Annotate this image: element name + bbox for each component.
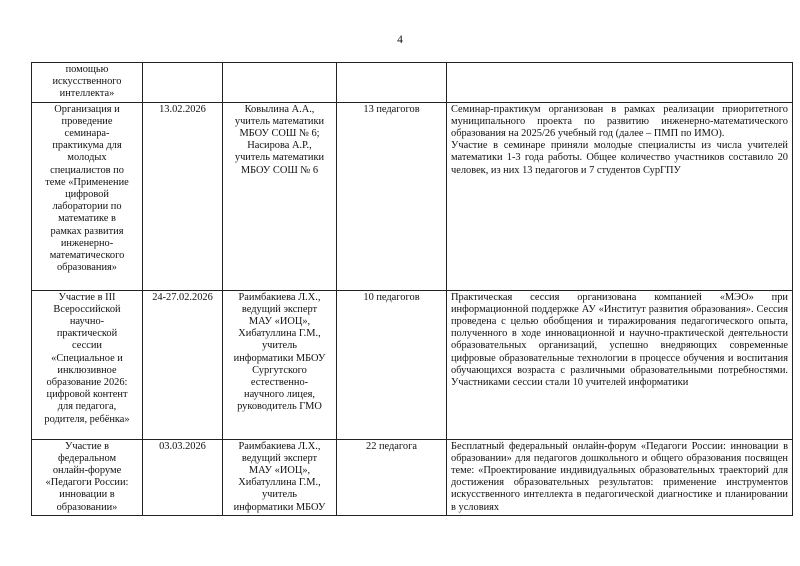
event-name-cell — [32, 102, 143, 290]
organizer-line: Насирова А.Р., — [247, 140, 312, 152]
event-name-line: сессии — [72, 340, 102, 352]
participants-cell — [337, 439, 447, 515]
organizer-line: Хибатуллина Г.М., — [238, 328, 321, 340]
organizer-line: МАУ «ИОЦ», — [248, 316, 311, 328]
organizer-line: Сургутского — [252, 364, 307, 376]
organizer-line: руководитель ГМО — [237, 401, 322, 413]
event-name-line: Организация и — [54, 103, 120, 115]
event-name-line: образовании» — [56, 501, 118, 513]
event-name-line: родителя, ребёнка» — [44, 413, 130, 425]
description-cell — [447, 439, 793, 515]
event-name-line: инженерно- — [60, 237, 114, 249]
description-paragraph: Семинар-практикум организован в рамках реализации приоритетного муниципального проекта по развитию инженерно-математического образования на 2025/26 учебный год (далее – ПМП по ИМО). — [451, 103, 788, 140]
table-row — [32, 102, 793, 290]
event-name-line: помощью — [65, 64, 109, 75]
event-name-line: интеллекта» — [59, 88, 115, 100]
event-name-line: математического — [49, 250, 125, 262]
description-cell — [447, 290, 793, 439]
organizer-line: учитель — [261, 489, 298, 501]
event-name-line: молодых — [67, 152, 107, 164]
participants-cell — [337, 102, 447, 290]
organizer-line: Хибатуллина Г.М., — [238, 477, 321, 489]
event-date: 13.02.2026 — [159, 103, 206, 115]
event-date-cell — [143, 290, 223, 439]
event-name-line: Участие в III — [58, 291, 116, 303]
participants-count: 10 педагогов — [363, 291, 420, 303]
event-name-line: цифровой контент — [46, 389, 128, 401]
organizers-cell — [223, 290, 337, 439]
description-paragraph: Практическая сессия организована компанией «МЭО» при информационной поддержке АУ «Институт развития образования». Сессия проведена с целью обобщения и тиражирования педагогического опыта, полученного в ходе инновационной и научно-практической деятельности образовательных организаций, успешно внедряющих современные цифровые образовательные технологии в процессе обучения и воспитания обучающихся возраста с различными образовательными потребностями. Участниками сессии стали 10 учителей информатики — [451, 291, 788, 389]
event-name-line: «Специальное и — [51, 352, 123, 364]
participants-cell — [337, 63, 447, 103]
event-name-line: Участие в — [64, 440, 110, 452]
event-date: 03.03.2026 — [159, 440, 206, 452]
organizer-line: ведущий эксперт — [241, 303, 318, 315]
event-name-line: для педагога, — [57, 401, 117, 413]
organizer-line: научного лицея, — [244, 389, 315, 401]
event-name-line: научно- — [69, 316, 105, 328]
event-name-line: семинара- — [64, 128, 110, 140]
organizer-line: Ковылина А.А., — [244, 103, 315, 115]
description-paragraph: Участие в семинаре приняли молодые специалисты из числа учителей математики 1-3 года работы. Общее количество участников составило 20 человек, из них 13 педагогов и 7 студентов СурГПУ — [451, 140, 788, 176]
event-date-cell — [143, 102, 223, 290]
participants-cell — [337, 290, 447, 439]
organizers-cell — [223, 439, 337, 515]
event-name-line: проведение — [61, 115, 113, 127]
organizer-line: Раимбакиева Л.Х., — [238, 291, 321, 303]
description-cell — [447, 63, 793, 103]
organizer-line: МБОУ СОШ № 6; — [239, 128, 320, 140]
organizers-cell — [223, 102, 337, 290]
participants-count: 13 педагогов — [363, 103, 420, 115]
event-name-cell — [32, 63, 143, 103]
organizer-line: ведущий эксперт — [241, 452, 318, 464]
events-table-body — [32, 63, 793, 516]
event-name-line: инновации в — [59, 489, 115, 501]
organizer-line: информатики МБОУ — [233, 352, 326, 364]
organizers-cell — [223, 63, 337, 103]
event-name-line: инклюзивное — [57, 364, 117, 376]
event-name-line: образование 2026: — [46, 377, 128, 389]
event-name-line: практической — [56, 328, 118, 340]
table-row — [32, 290, 793, 439]
event-name-line: искусственного — [52, 76, 122, 88]
event-name-line: образования» — [56, 262, 117, 274]
page-number: 4 — [397, 34, 403, 46]
organizer-line: Раимбакиева Л.Х., — [238, 440, 321, 452]
organizer-line: МБОУ СОШ № 6 — [240, 164, 319, 176]
event-name-line: практикума для — [52, 140, 122, 152]
organizer-line: учитель математики — [234, 152, 325, 164]
description-cell — [447, 102, 793, 290]
event-name-line: онлайн-форуме — [52, 465, 122, 477]
table-row — [32, 63, 793, 103]
organizer-line: учитель математики — [234, 115, 325, 127]
events-table — [31, 62, 793, 516]
event-date-cell — [143, 63, 223, 103]
description-paragraph: Бесплатный федеральный онлайн-форум «Педагоги России: инновации в образовании» для педагогов дошкольного и общего образования посвящен теме: «Проектирование индивидуальных образовательных траекторий для достижения образовательных результатов: применение инструментов искусственного интеллекта в педагогической диагностике и планировании в условиях — [451, 440, 788, 513]
organizer-line: учитель — [261, 340, 298, 352]
event-name-line: «Педагоги России: — [45, 477, 129, 489]
event-date: 24-27.02.2026 — [152, 291, 213, 303]
organizer-line: информатики МБОУ — [233, 501, 326, 513]
event-name-line: цифровой — [65, 189, 109, 201]
table-row — [32, 439, 793, 515]
event-name-line: рамках развития — [50, 225, 124, 237]
event-name-line: лаборатории по — [52, 201, 122, 213]
event-name-line: специалистов по — [50, 164, 124, 176]
event-name-line: математике в — [58, 213, 116, 225]
event-name-line: федеральном — [57, 452, 117, 464]
event-name-cell — [32, 439, 143, 515]
participants-count: 22 педагога — [366, 440, 417, 452]
event-name-line: теме «Применение — [45, 176, 129, 188]
event-date-cell — [143, 439, 223, 515]
organizer-line: МАУ «ИОЦ», — [248, 465, 311, 477]
organizer-line: естественно- — [250, 377, 309, 389]
event-name-line: Всероссийской — [53, 303, 121, 315]
event-name-cell — [32, 290, 143, 439]
